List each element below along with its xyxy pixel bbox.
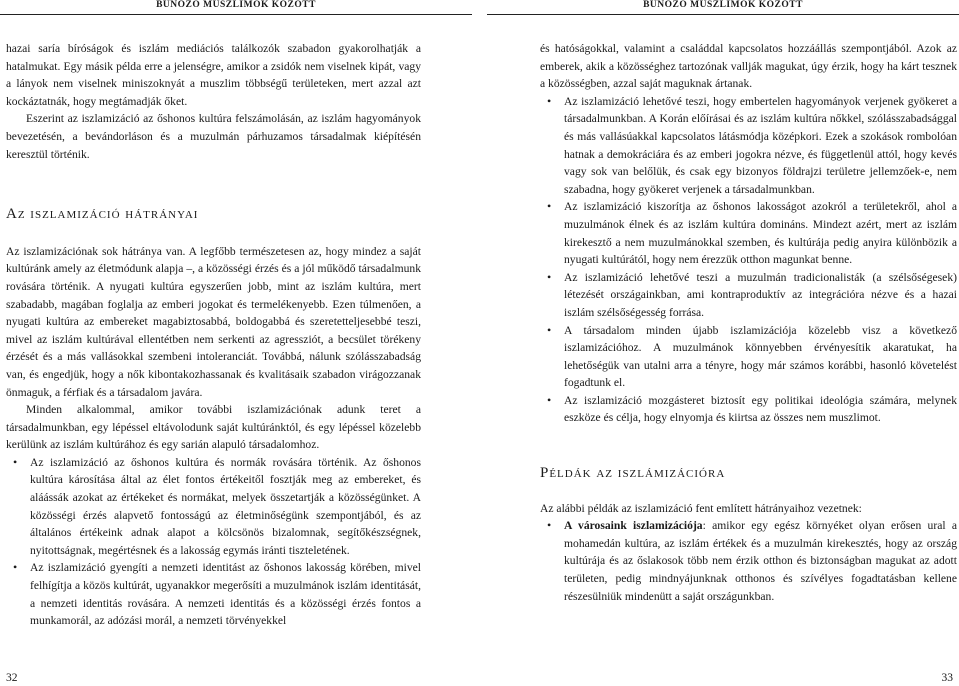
list-item: • Az iszlamizáció lehetővé teszi a muzulmán tradicionalisták (a szélsőségesek) létezését országainkban, ami kontraproduktív az integrációra nézve és a hazai iszlám szélsőségesség forrása.	[540, 269, 957, 322]
list-item: • Az iszlamizáció gyengíti a nemzeti identitást az őshonos lakosság körében, mivel felhígítja a közös kultúrát, ugyanakkor megerősíti a muzulmánok iszlám identitását, a nemzeti identitás rovására. A nemzeti identitás és a közösségi érzés fontos a munkamorál, az adózási morál, a nemzeti törvényekkel	[6, 559, 421, 629]
list-item: • Az iszlamizáció az őshonos kultúra és normák rovására történik. Az őshonos kultúra károsítása által az élet fontos értékeitől fosztják meg az embereket, és aláássák azokat az értékeket és normákat, melyek összetartják a közösségünket. A közösségi érzés alapvető fontosságú az életminőségünk szempontjából, és az általános értékeink adnak alapot a kölcsönös bizalomnak, segítőkészségnek, nyitottságnak, megértésnek és a lakosság egymás iránti tiszteletének.	[6, 454, 421, 560]
header-rule-right	[487, 14, 959, 15]
list-item-text: : amikor egy egész környéket olyan erősen ural a mohamedán kultúra, az iszlám értékek és a muzulmán kirekesztés, hogy az ország kultúrája és az őslakosok több nem érzik otthon és biztonságban magukat az adott területen, pedig mindnyájunknak otthonos és szívélyes fogadtatásban kellene részesülniük mindenütt a saját országunkban.	[564, 519, 958, 603]
bullet-list	[6, 454, 421, 630]
paragraph: Az alábbi példák az iszlamizáció fent említett hátrányaihoz vezetnek:	[540, 501, 862, 515]
list-item	[540, 517, 957, 605]
paragraph: és hatóságokkal, valamint a családdal kapcsolatos hozzáállás szempontjából. Azok az emberek, akik a közösséghez tartozónak vallják magukat, úgy érzik, hogy ha kárt tesznek a közösségben, azzal saját maguknak ártanak.	[540, 42, 957, 91]
section-heading-drawbacks: Az iszlamizáció hátrányai	[6, 206, 199, 223]
list-item: • Az iszlamizáció kiszorítja az őshonos lakosságot azokról a területekről, ahol a muzulmánok élnek és az iszlám kultúra domináns. Mindezt azért, mert az iszlám kirekesztő a nem muzulmánokkal szemben, és kultúrája pedig anyira különbözik a nyugati kultúrától, hogy nem érezzük otthon magunkat benne.	[540, 198, 957, 268]
header-rule-left	[0, 14, 472, 15]
list-item: • Az iszlamizáció lehetővé teszi, hogy embertelen hagyományok verjenek gyökeret a társadalmunkban. A Korán előírásai és az iszlám kultúra nőkkel, szólásszabadsággal és más vallásúakkal kapcsolatos látásmódja középkori. Ezek a szokások rombolóan hatnak a demokráciára és az emberi jogokra nézve, és függetlenül attól, hogy kevés vagy sok van belőlük, és csak egy bizonyos földrajzi területre jellemzőek-e, nem szabadna, hogy gyökeret verjenek a társadalmunkban.	[540, 93, 957, 199]
paragraph: hazai saría bíróságok és iszlám mediációs találkozók szabadon gyakorolhatják a hatalmukat. Egy másik példa erre a jelenségre, amikor a zsidók nem viselnek kipát, vagy a lányok nem viselnek miniszoknyát a muszlim többségű területeken, mert azzal azt kockáztatnák, hogy megtámadják őket.	[6, 42, 421, 108]
bullet-list	[540, 93, 957, 427]
running-header-left: BŰNÖZŐ MUSZLIMOK KÖZÖTT	[156, 0, 316, 10]
paragraph: Az iszlamizációnak sok hátránya van. A legfőbb természetesen az, hogy mindez a saját kultúránk amely az életmódunk alapja –, a közösségi érzés és a jól működő társadalmunk rovására történik. A nyugati kultúra egyszerűen jobb, mint az iszlám kultúra, mert szabadabb, magában foglalja az emberi jogokat és termelékenyebb. Ezen túlmenően, a nyugati kultúra az embereket magabiztosabbá, boldogabbá és szeretetteljesebbé teszi, mivel az iszlám kultúrával ellentétben nem serkenti az agressziót, a becsület törékeny érzését és a más vallásokkal szembeni intoleranciát. Továbbá, nálunk szólásszabadság van, és engedjük, hogy a nők kibontakozhassanak és kvalitásaik szabadon virágozzanak önmaguk, a férfiak és a társadalom javára.	[6, 244, 421, 399]
list-item: • A társadalom minden újabb iszlamizációja közelebb visz a következő iszlamizációhoz. A muzulmánok könnyebben érvényesítik akaratukat, ha lehetőségük van utalni arra a tényre, hogy már számos korábbi, hasonló követelést fogadtunk el.	[540, 322, 957, 392]
right-column	[540, 40, 957, 605]
list-item: • Az iszlamizáció mozgásteret biztosít egy politikai ideológia számára, melynek eszköze és célja, hogy elnyomja és kiirtsa az összes nem muszlimot.	[540, 392, 957, 427]
page-number-left: 32	[6, 672, 18, 684]
bullet-list	[540, 517, 957, 605]
running-header-right: BŰNÖZŐ MUSZLIMOK KÖZÖTT	[643, 0, 803, 10]
left-column	[6, 40, 421, 630]
paragraph: Eszerint az iszlamizáció az őshonos kultúra felszámolásán, az iszlám hagyományok bevezetésén, a bevándorláson és a muzulmán párhuzamos társadalmak kiépítésén keresztül történik.	[6, 112, 421, 161]
page-number-right: 33	[941, 672, 953, 684]
section-heading-examples: Példák az iszlámizációra	[540, 465, 726, 482]
bold-term: A városaink iszlamizációja	[564, 519, 703, 533]
paragraph: Minden alkalommal, amikor további iszlamizációnak adunk teret a társadalmunkban, egy lépéssel eltávolodunk saját kultúránktól, és egy lépéssel közelebb kerülünk az iszlám kultúrához és egy sarián alapuló társadalomhoz.	[6, 403, 421, 452]
